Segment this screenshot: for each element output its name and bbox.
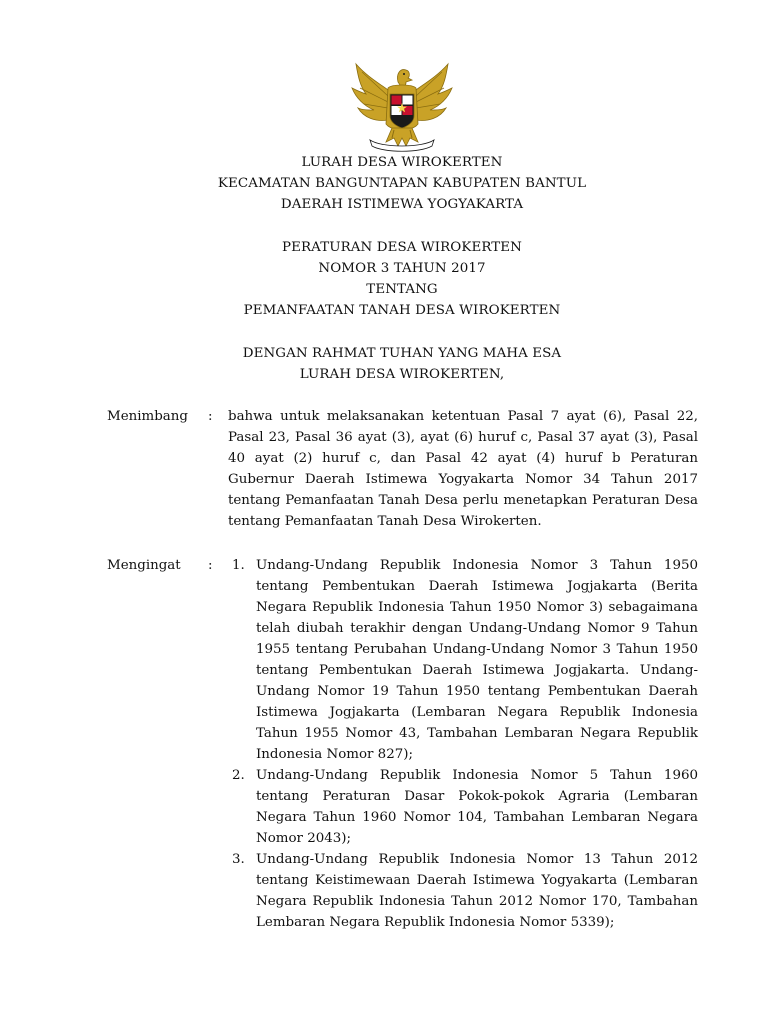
- header-line-2: KECAMATAN BANGUNTAPAN KABUPATEN BANTUL: [217, 176, 587, 191]
- garuda-emblem-icon: [348, 58, 456, 154]
- list-item: [228, 849, 698, 933]
- header-line-3: DAERAH ISTIMEWA YOGYAKARTA: [280, 197, 524, 212]
- title-line-3: TENTANG: [366, 282, 438, 297]
- preamble-line-2: LURAH DESA WIROKERTEN,: [299, 367, 505, 382]
- title-line-4: PEMANFAATAN TANAH DESA WIROKERTEN: [243, 303, 561, 318]
- regulation-title: [0, 237, 768, 321]
- menimbang-colon: :: [208, 409, 213, 424]
- document-header: [0, 152, 768, 215]
- list-item-text: Undang-Undang Republik Indonesia Nomor 5 Tahun 1960 tentang Peraturan Dasar Pokok-pokok Agraria (Lembaran Negara Tahun 1960 Nomor 104, Tambahan Lembaran Negara Nomor 2043);: [256, 768, 698, 846]
- list-item-text: Undang-Undang Republik Indonesia Nomor 3 Tahun 1950 tentang Pembentukan Daerah Istimewa Jogjakarta (Berita Negara Republik Indonesia Tahun 1950 Nomor 3) sebagaimana telah diubah terakhir dengan Undang-Undang Nomor 9 Tahun 1955 tentang Perubahan Undang-Undang Nomor 3 Tahun 1950 tentang Pembentukan Daerah Istimewa Jogjakarta. Undang-Undang Nomor 19 Tahun 1950 tentang Pembentukan Daerah Istimewa Jogjakarta (Lembaran Negara Republik Indonesia Tahun 1955 Nomor 43, Tambahan Lembaran Negara Republik Indonesia Nomor 827);: [256, 558, 698, 762]
- mengingat-label: Mengingat: [107, 558, 181, 573]
- list-item-number: 2.: [232, 768, 245, 783]
- header-line-1: LURAH DESA WIROKERTEN: [301, 155, 503, 170]
- list-item: [228, 765, 698, 849]
- menimbang-label: Menimbang: [107, 409, 188, 424]
- preamble-line-1: DENGAN RAHMAT TUHAN YANG MAHA ESA: [242, 346, 562, 361]
- list-item-text: Undang-Undang Republik Indonesia Nomor 13 Tahun 2012 tentang Keistimewaan Daerah Istimewa Yogyakarta (Lembaran Negara Republik Indonesia Tahun 2012 Nomor 170, Tambahan Lembaran Negara Republik Indonesia Nomor 5339);: [256, 852, 698, 930]
- list-item: [228, 555, 698, 765]
- list-item-number: 1.: [232, 558, 245, 573]
- mengingat-list: [228, 555, 698, 933]
- title-line-2: NOMOR 3 TAHUN 2017: [318, 261, 486, 276]
- title-line-1: PERATURAN DESA WIROKERTEN: [281, 240, 523, 255]
- list-item-number: 3.: [232, 852, 245, 867]
- menimbang-text: bahwa untuk melaksanakan ketentuan Pasal 7 ayat (6), Pasal 22, Pasal 23, Pasal 36 ayat (3), ayat (6) huruf c, Pasal 37 ayat (3), Pasal 40 ayat (2) huruf c, dan Pasal 42 ayat (4) huruf b Peraturan Gubernur Daerah Istimewa Yogyakarta Nomor 34 Tahun 2017 tentang Pemanfaatan Tanah Desa perlu menetapkan Peraturan Desa tentang Pemanfaatan Tanah Desa Wirokerten.: [228, 409, 698, 529]
- preamble: [0, 343, 768, 385]
- mengingat-colon: :: [208, 558, 213, 573]
